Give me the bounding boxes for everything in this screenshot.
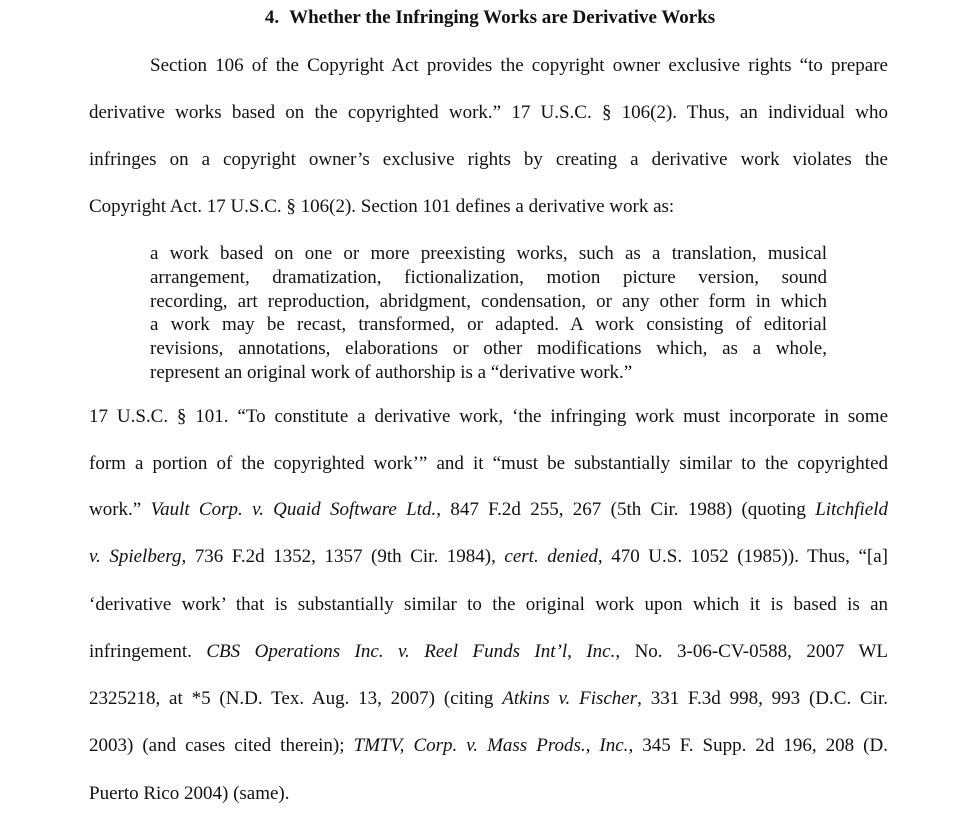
- text-line: 17 U.S.C. § 101. “To constitute a derivative work, ‘the infringing work must incorporate in some: [89, 406, 888, 427]
- section-heading: [0, 7, 980, 29]
- text-run: 2003) (and cases cited therein);: [89, 735, 354, 756]
- text-line: [89, 688, 888, 710]
- text-run: infringement.: [89, 641, 207, 662]
- case-name: v. Spielberg: [89, 546, 182, 567]
- case-name: Vault Corp. v. Quaid Software Ltd.: [150, 499, 437, 520]
- case-name: CBS Operations Inc. v. Reel Funds Int’l, Inc.: [206, 641, 616, 662]
- text-run: , 331 F.3d 998, 993 (D.C. Cir.: [637, 688, 888, 709]
- text-line: derivative works based on the copyrighted work.” 17 U.S.C. § 106(2). Thus, an individual who: [89, 102, 888, 123]
- quote-line: represent an original work of authorship is a “derivative work.”: [150, 361, 633, 383]
- text-run: , 470 U.S. 1052 (1985)). Thus, “[a]: [597, 546, 888, 567]
- text-line: [89, 641, 888, 663]
- text-run: , 847 F.2d 255, 267 (5th Cir. 1988) (quoting: [436, 499, 816, 520]
- text-line: [89, 735, 888, 757]
- quote-line: recording, art reproduction, abridgment, condensation, or any other form in which: [150, 290, 827, 312]
- section-number: 4.: [264, 7, 280, 28]
- text-line: [89, 499, 888, 521]
- quote-line: arrangement, dramatization, fictionalization, motion picture version, sound: [150, 266, 827, 288]
- text-line: Copyright Act. 17 U.S.C. § 106(2). Section 101 defines a derivative work as:: [89, 196, 675, 217]
- quote-line: a work may be recast, transformed, or adapted. A work consisting of editorial: [150, 314, 827, 336]
- text-run: work.”: [89, 499, 151, 520]
- text-run: 2325218, at *5 (N.D. Tex. Aug. 13, 2007) (citing: [89, 688, 503, 709]
- section-title: Whether the Infringing Works are Derivative Works: [289, 7, 716, 28]
- text-line: form a portion of the copyrighted work’” and it “must be substantially similar to the copyrighted: [89, 453, 888, 474]
- case-name: TMTV, Corp. v. Mass Prods., Inc.: [353, 735, 629, 756]
- quote-line: revisions, annotations, elaborations or other modifications which, as a whole,: [150, 338, 827, 360]
- quote-line: a work based on one or more preexisting works, such as a translation, musical: [150, 243, 827, 264]
- block-quote: [150, 242, 827, 385]
- citation-signal: cert. denied: [504, 546, 598, 567]
- case-name: Litchfield: [815, 499, 889, 520]
- text-run: , 345 F. Supp. 2d 196, 208 (D.: [628, 735, 888, 756]
- text-line: Puerto Rico 2004) (same).: [89, 783, 290, 804]
- text-line: ‘derivative work’ that is substantially similar to the original work upon which it is based is an: [89, 594, 888, 615]
- text-run: , No. 3-06-CV-0588, 2007 WL: [615, 641, 888, 662]
- text-line: [89, 546, 888, 568]
- case-name: Atkins v. Fischer: [502, 688, 638, 709]
- text-run: , 736 F.2d 1352, 1357 (9th Cir. 1984),: [181, 546, 505, 567]
- text-line: infringes on a copyright owner’s exclusive rights by creating a derivative work violates the: [89, 149, 888, 170]
- text-line: Section 106 of the Copyright Act provides the copyright owner exclusive rights “to prepare: [150, 55, 888, 76]
